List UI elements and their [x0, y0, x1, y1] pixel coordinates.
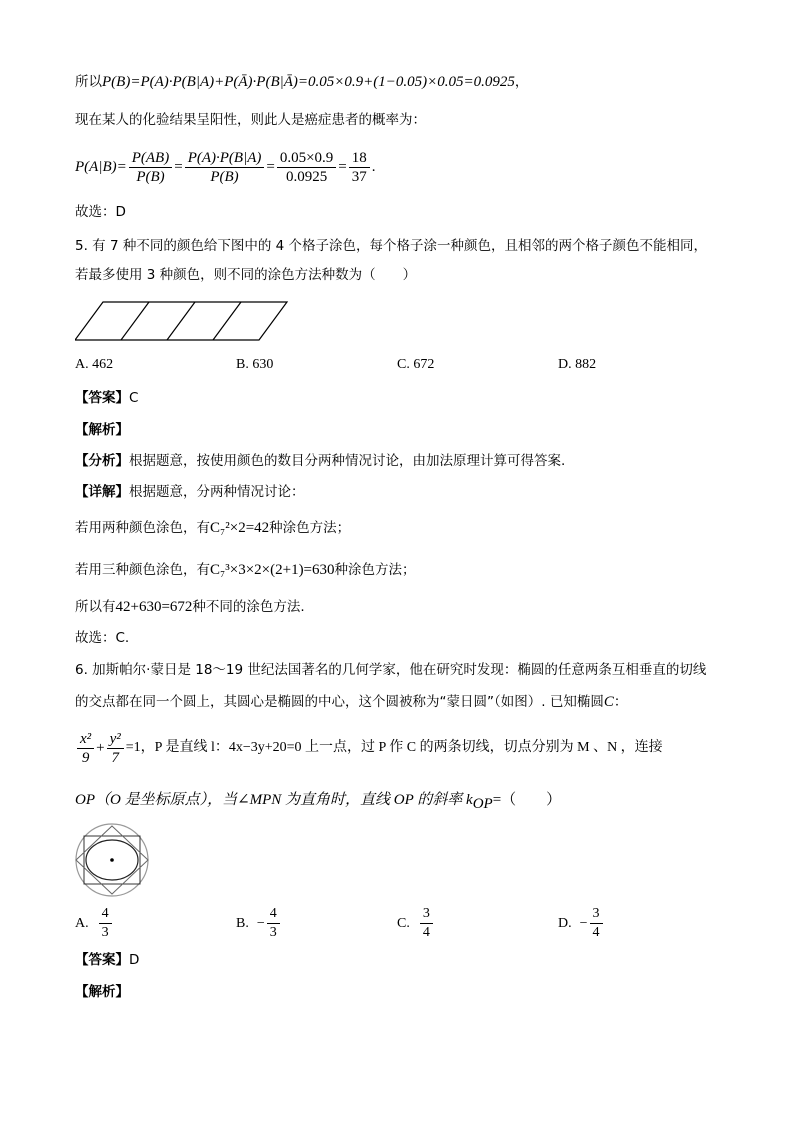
q6-option-c: C. $\frac{3}{4}$ — [397, 905, 435, 942]
q6-analysis-tag: 【解析】 — [75, 984, 129, 1000]
intro-text: 现在某人的化验结果呈阳性，则此人是癌症患者的概率为： — [75, 112, 426, 128]
center-point — [110, 858, 114, 862]
ellipse-equation: $\frac{\text{x²}}{9}$ + $\frac{\text{y²}}{7}$ =1，P 是直线 l：4x−3y+20=0 上一点，过 P 作 C 的两条切线，切点分别为 M 、N ，连接 — [75, 726, 663, 770]
fraction: $\frac{P(A)\cdot P(B|A)}{P(B)}$ — [185, 149, 265, 186]
q6-line1: 6. 加斯帕尔·蒙日是 18～19 世纪法国著名的几何学家，他在研究时发现：椭圆的任意两条互相垂直的切线 — [75, 662, 707, 678]
fraction: $\frac{18}{37}$ — [349, 149, 370, 186]
prob-formula-line: 所以P(B)=P(A)·P(B|A)+P(Ā)·P(B|Ā)=0.05×0.9+(1−0.05)×0.05=0.0925， — [75, 74, 529, 90]
q6-option-a: A. $\frac{4}{3}$ — [75, 905, 114, 942]
q5-case2: 若用三种颜色涂色，有C₇³×3×2×(2+1)=630种涂色方法； — [75, 562, 416, 578]
monge-circle-figure — [72, 822, 152, 898]
cell-divider — [213, 302, 241, 340]
q5-analysis-tag: 【解析】 — [75, 422, 129, 438]
q5-line1: 5. 有 7 种不同的颜色给下图中的 4 个格子涂色，每个格子涂一种颜色，且相邻的两个格子颜色不能相同， — [75, 238, 708, 254]
cell-divider — [167, 302, 195, 340]
q6-line2: 的交点都在同一个圆上，其圆心是椭圆的中心，这个圆被称为“蒙日圆”（如图）. 已知椭圆C： — [75, 694, 628, 710]
q5-final: 故选：C. — [75, 630, 130, 646]
q5-line2: 若最多使用 3 种颜色，则不同的涂色方法种数为（ ） — [75, 267, 417, 283]
option-d: D. 882 — [558, 357, 597, 372]
q6-answer: 【答案】D — [75, 952, 140, 968]
q5-case1: 若用两种颜色涂色，有C₇²×2=42种涂色方法； — [75, 520, 351, 536]
fraction: $\frac{\text{x²}}{9}$ — [77, 730, 94, 767]
q6-option-b: B. − $\frac{4}{3}$ — [236, 905, 282, 942]
fraction: $\frac{0.05\times 0.9}{0.0925}$ — [277, 149, 336, 186]
q6-option-d: D. − $\frac{3}{4}$ — [558, 905, 605, 942]
q6-line4: OP（O 是坐标原点），当∠MPN 为直角时，直线 OP 的斜率 $k_{OP}=$（ ） — [75, 792, 562, 812]
q5-fenxi: 【分析】根据题意，按使用颜色的数目分两种情况讨论，由加法原理计算可得答案. — [75, 453, 566, 469]
option-c: C. 672 — [397, 357, 435, 372]
q5-total: 所以有42+630=672种不同的涂色方法. — [75, 599, 305, 615]
fraction: $\frac{\text{y²}}{7}$ — [107, 730, 124, 767]
grid-diagram — [75, 300, 290, 342]
q5-xiangjie: 【详解】根据题意，分两种情况讨论： — [75, 484, 305, 500]
bayes-formula: P(A|B)= $\frac{P(AB)}{P(B)}$ = $\frac{P(A)\cdot P(B|A)}{P(B)}$ = $\frac{0.05\times 0.9}{0.0925}$ = $\frac{18}{37}$ . — [75, 149, 376, 185]
option-b: B. 630 — [236, 357, 274, 372]
cell-divider — [121, 302, 149, 340]
option-a: A. 462 — [75, 357, 114, 372]
answer-line: 故选：D — [75, 204, 126, 220]
fraction: $\frac{P(AB)}{P(B)}$ — [129, 149, 172, 186]
q5-answer: 【答案】C — [75, 390, 139, 406]
